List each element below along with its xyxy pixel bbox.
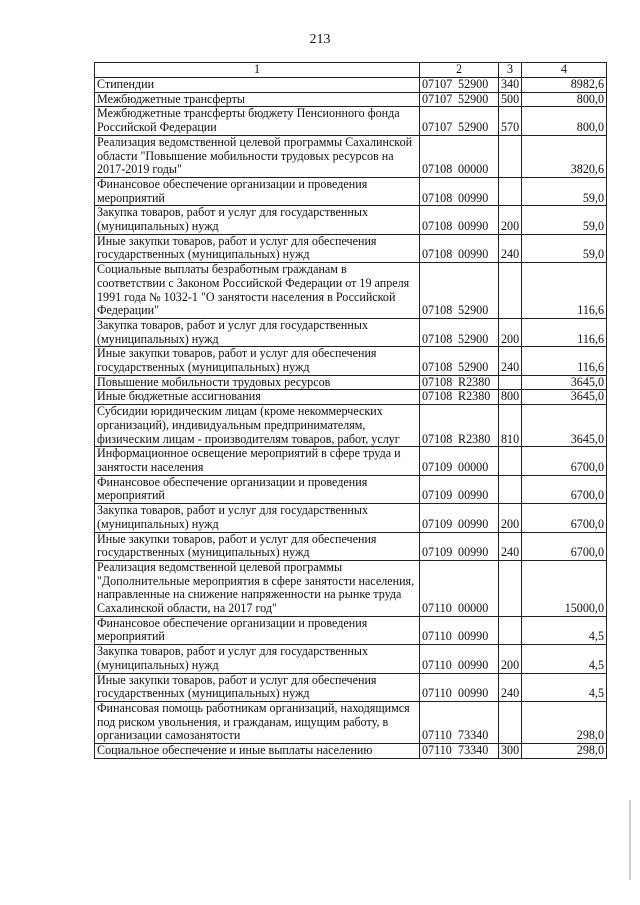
row-target-code — [420, 177, 499, 205]
row-amount: 6700,0 — [522, 532, 607, 560]
row-amount: 59,0 — [522, 206, 607, 234]
code-part-a: 07108 — [422, 190, 453, 205]
code-part-b: 00000 — [458, 459, 489, 474]
code-part-a: 07108 — [422, 219, 453, 234]
row-name: Реализация ведомственной целевой программы "Дополнительные мероприятия в сфере занятости населения, направленные на снижение напряженности на рынке труда Сахалинской области, на 2017 год" — [95, 560, 420, 616]
code-part-a: 07109 — [422, 488, 453, 503]
row-amount: 800,0 — [522, 107, 607, 135]
row-name: Информационное освещение мероприятий в сфере труда и занятости населения — [95, 447, 420, 475]
row-name: Иные закупки товаров, работ и услуг для обеспечения государственных (муниципальных) нужд — [95, 347, 420, 375]
code-part-b: 52900 — [458, 360, 489, 375]
row-target-code — [420, 234, 499, 262]
row-expense-type — [499, 375, 522, 390]
table-row — [95, 475, 607, 503]
code-part-b: 73340 — [458, 743, 489, 758]
code-part-a: 07109 — [422, 516, 453, 531]
row-target-code — [420, 744, 499, 759]
row-expense-type — [499, 177, 522, 205]
code-part-a: 07108 — [422, 389, 453, 404]
code-part-b: 00990 — [458, 219, 489, 234]
code-part-b: R2380 — [458, 375, 491, 389]
row-name: Повышение мобильности трудовых ресурсов — [95, 375, 420, 390]
row-amount: 4,5 — [522, 673, 607, 701]
row-target-code — [420, 206, 499, 234]
code-part-b: 52900 — [458, 77, 489, 91]
row-name: Иные закупки товаров, работ и услуг для обеспечения государственных (муниципальных) нужд — [95, 673, 420, 701]
header-col-4: 4 — [522, 63, 607, 78]
table-row — [95, 532, 607, 560]
code-part-a: 07107 — [422, 77, 453, 91]
row-target-code — [420, 390, 499, 405]
row-amount: 6700,0 — [522, 447, 607, 475]
row-name: Закупка товаров, работ и услуг для государственных (муниципальных) нужд — [95, 645, 420, 673]
row-expense-type: 240 — [499, 673, 522, 701]
row-amount: 6700,0 — [522, 475, 607, 503]
row-expense-type — [499, 616, 522, 644]
table-row — [95, 347, 607, 375]
table-row — [95, 375, 607, 390]
row-target-code — [420, 673, 499, 701]
row-name: Стипендии — [95, 78, 420, 93]
code-part-a: 07107 — [422, 120, 453, 135]
row-target-code — [420, 475, 499, 503]
code-part-a: 07107 — [422, 92, 453, 106]
row-name: Иные закупки товаров, работ и услуг для обеспечения государственных (муниципальных) нужд — [95, 532, 420, 560]
row-amount: 4,5 — [522, 616, 607, 644]
row-name: Межбюджетные трансферты бюджету Пенсионного фонда Российской Федерации — [95, 107, 420, 135]
table-row — [95, 701, 607, 743]
row-expense-type: 570 — [499, 107, 522, 135]
code-part-a: 07108 — [422, 375, 453, 389]
table-body — [95, 78, 607, 759]
row-name: Социальные выплаты безработным гражданам в соответствии с Законом Российской Федерации от 19 апреля 1991 года № 1032-1 "О занятости населения в Российской Федерации" — [95, 263, 420, 319]
budget-table — [94, 62, 607, 759]
table-row — [95, 263, 607, 319]
row-name: Иные бюджетные ассигнования — [95, 390, 420, 405]
table-row — [95, 234, 607, 262]
row-expense-type: 200 — [499, 504, 522, 532]
table-row — [95, 405, 607, 447]
code-part-b: 52900 — [458, 303, 489, 318]
code-part-b: 00990 — [458, 488, 489, 503]
code-part-a: 07108 — [422, 303, 453, 318]
code-part-a: 07108 — [422, 162, 453, 177]
row-expense-type — [499, 560, 522, 616]
row-target-code — [420, 701, 499, 743]
row-amount: 15000,0 — [522, 560, 607, 616]
table-row — [95, 390, 607, 405]
page-number: 213 — [309, 32, 331, 47]
row-amount: 298,0 — [522, 744, 607, 759]
row-name: Закупка товаров, работ и услуг для государственных (муниципальных) нужд — [95, 206, 420, 234]
table-header-row — [95, 63, 607, 78]
row-amount: 8982,6 — [522, 78, 607, 93]
row-expense-type: 300 — [499, 744, 522, 759]
table-row — [95, 616, 607, 644]
row-name: Межбюджетные трансферты — [95, 92, 420, 107]
code-part-b: 00990 — [458, 629, 489, 644]
code-part-b: 00990 — [458, 657, 489, 672]
code-part-b: 00990 — [458, 686, 489, 701]
row-target-code — [420, 318, 499, 346]
row-expense-type — [499, 263, 522, 319]
row-amount: 4,5 — [522, 645, 607, 673]
code-part-b: 00990 — [458, 516, 489, 531]
row-name: Иные закупки товаров, работ и услуг для обеспечения государственных (муниципальных) нужд — [95, 234, 420, 262]
row-name: Субсидии юридическим лицам (кроме некоммерческих организаций), индивидуальным предпринимателям, физическим лицам - производителям товаров, работ, услуг — [95, 405, 420, 447]
row-expense-type — [499, 475, 522, 503]
row-expense-type — [499, 135, 522, 177]
code-part-a: 07110 — [422, 657, 452, 672]
code-part-b: 00990 — [458, 190, 489, 205]
table-row — [95, 78, 607, 93]
code-part-a: 07110 — [422, 743, 452, 758]
row-amount: 59,0 — [522, 234, 607, 262]
row-expense-type: 800 — [499, 390, 522, 405]
code-part-b: 73340 — [458, 728, 489, 743]
table-row — [95, 177, 607, 205]
code-part-b: 00000 — [458, 601, 489, 616]
row-target-code — [420, 560, 499, 616]
code-part-b: 52900 — [458, 92, 489, 106]
row-name: Финансовое обеспечение организации и проведения мероприятий — [95, 475, 420, 503]
row-expense-type — [499, 447, 522, 475]
code-part-a: 07109 — [422, 545, 453, 560]
header-col-3: 3 — [499, 63, 522, 78]
row-target-code — [420, 347, 499, 375]
code-part-b: R2380 — [458, 389, 491, 404]
row-expense-type: 200 — [499, 206, 522, 234]
row-target-code — [420, 645, 499, 673]
row-amount: 3645,0 — [522, 375, 607, 390]
row-target-code — [420, 616, 499, 644]
code-part-a: 07110 — [422, 601, 452, 616]
row-amount: 298,0 — [522, 701, 607, 743]
row-amount: 116,6 — [522, 318, 607, 346]
code-part-b: 52900 — [458, 331, 489, 346]
code-part-a: 07108 — [422, 431, 453, 446]
row-name: Финансовое обеспечение организации и проведения мероприятий — [95, 616, 420, 644]
row-expense-type: 500 — [499, 92, 522, 107]
row-target-code — [420, 532, 499, 560]
row-expense-type: 810 — [499, 405, 522, 447]
table-row — [95, 107, 607, 135]
row-target-code — [420, 405, 499, 447]
row-expense-type: 340 — [499, 78, 522, 93]
table-row — [95, 673, 607, 701]
row-amount: 116,6 — [522, 263, 607, 319]
row-target-code — [420, 78, 499, 93]
table-row — [95, 92, 607, 107]
row-target-code — [420, 375, 499, 390]
row-expense-type: 200 — [499, 318, 522, 346]
code-part-b: R2380 — [458, 431, 491, 446]
scan-edge-mark — [629, 800, 631, 880]
row-name: Закупка товаров, работ и услуг для государственных (муниципальных) нужд — [95, 318, 420, 346]
code-part-a: 07109 — [422, 459, 453, 474]
row-expense-type: 240 — [499, 532, 522, 560]
code-part-a: 07108 — [422, 360, 453, 375]
code-part-a: 07110 — [422, 629, 452, 644]
row-expense-type: 240 — [499, 234, 522, 262]
row-expense-type: 200 — [499, 645, 522, 673]
row-amount: 3645,0 — [522, 390, 607, 405]
row-name: Финансовое обеспечение организации и проведения мероприятий — [95, 177, 420, 205]
row-amount: 59,0 — [522, 177, 607, 205]
code-part-a: 07110 — [422, 728, 452, 743]
row-target-code — [420, 135, 499, 177]
table-row — [95, 645, 607, 673]
table-row — [95, 447, 607, 475]
header-col-1: 1 — [95, 63, 420, 78]
row-name: Социальное обеспечение и иные выплаты населению — [95, 744, 420, 759]
row-name: Закупка товаров, работ и услуг для государственных (муниципальных) нужд — [95, 504, 420, 532]
table-row — [95, 206, 607, 234]
table-row — [95, 744, 607, 759]
row-expense-type — [499, 701, 522, 743]
row-amount: 6700,0 — [522, 504, 607, 532]
code-part-b: 00000 — [458, 162, 489, 177]
row-amount: 116,6 — [522, 347, 607, 375]
row-amount: 3645,0 — [522, 405, 607, 447]
row-expense-type: 240 — [499, 347, 522, 375]
row-target-code — [420, 92, 499, 107]
row-target-code — [420, 107, 499, 135]
code-part-a: 07108 — [422, 331, 453, 346]
table-row — [95, 135, 607, 177]
code-part-a: 07110 — [422, 686, 452, 701]
header-col-2: 2 — [420, 63, 499, 78]
row-name: Реализация ведомственной целевой программы Сахалинской области "Повышение мобильности трудовых ресурсов на 2017-2019 годы" — [95, 135, 420, 177]
row-target-code — [420, 447, 499, 475]
table-row — [95, 318, 607, 346]
table-row — [95, 504, 607, 532]
row-amount: 3820,6 — [522, 135, 607, 177]
row-amount: 800,0 — [522, 92, 607, 107]
code-part-b: 00990 — [458, 545, 489, 560]
code-part-b: 52900 — [458, 120, 489, 135]
code-part-b: 00990 — [458, 247, 489, 262]
code-part-a: 07108 — [422, 247, 453, 262]
table-row — [95, 560, 607, 616]
row-name: Финансовая помощь работникам организаций, находящимся под риском увольнения, и гражданам, ищущим работу, в организации самозанятости — [95, 701, 420, 743]
row-target-code — [420, 504, 499, 532]
row-target-code — [420, 263, 499, 319]
